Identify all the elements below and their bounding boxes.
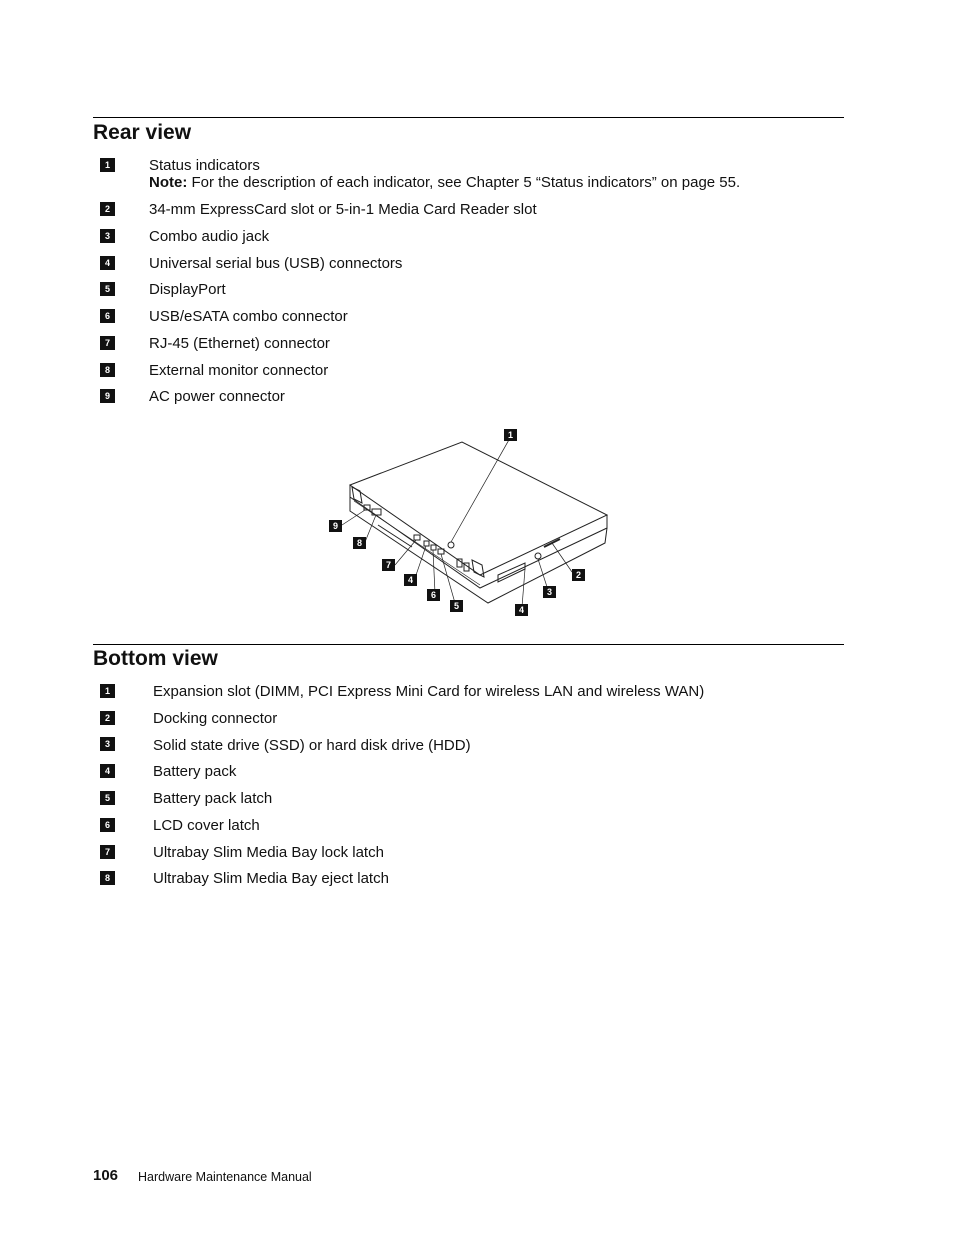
rear-item-badge: 2 <box>100 202 115 216</box>
rear-item-badge: 7 <box>100 336 115 350</box>
rear-item-badge: 4 <box>100 256 115 270</box>
bottom-item-badge: 3 <box>100 737 115 751</box>
rear-item-label: USB/eSATA combo connector <box>149 308 348 325</box>
bottom-item-label: Expansion slot (DIMM, PCI Express Mini Card for wireless LAN and wireless WAN) <box>153 683 705 700</box>
bottom-item-label: Ultrabay Slim Media Bay eject latch <box>153 870 389 887</box>
heading-bottom-view: Bottom view <box>93 647 218 670</box>
note-text: For the description of each indicator, see Chapter 5 “Status indicators” on page 55. <box>187 174 741 191</box>
bottom-item-badge: 7 <box>100 845 115 859</box>
figure-callout: 3 <box>543 586 556 598</box>
rear-item-label: RJ-45 (Ethernet) connector <box>149 335 330 352</box>
figure-callout: 2 <box>572 569 585 581</box>
port-rj45 <box>414 535 420 540</box>
figure-callout: 4 <box>515 604 528 616</box>
rear-item-badge: 9 <box>100 389 115 403</box>
figure-callout: 5 <box>450 600 463 612</box>
leader-line-9 <box>342 510 365 525</box>
bottom-item-badge: 5 <box>100 791 115 805</box>
rear-item-label: Universal serial bus (USB) connectors <box>149 255 403 272</box>
hinge-left <box>352 487 362 503</box>
figure-callout: 1 <box>504 429 517 441</box>
port-audio-jack <box>535 553 541 559</box>
rear-item-note <box>149 174 740 191</box>
rear-item-label: DisplayPort <box>149 281 226 298</box>
bottom-item-badge: 4 <box>100 764 115 778</box>
rear-item-badge: 8 <box>100 363 115 377</box>
rear-item-badge: 3 <box>100 229 115 243</box>
bottom-item-label: Ultrabay Slim Media Bay lock latch <box>153 844 384 861</box>
rear-item-label: 34-mm ExpressCard slot or 5-in-1 Media Card Reader slot <box>149 201 537 218</box>
bottom-item-label: Battery pack <box>153 763 237 780</box>
section-divider-rear <box>93 117 844 118</box>
rear-item-label: Combo audio jack <box>149 228 270 245</box>
laptop-lid-outline <box>350 442 607 575</box>
bottom-item-label: Solid state drive (SSD) or hard disk drive (HDD) <box>153 737 471 754</box>
bottom-item-badge: 6 <box>100 818 115 832</box>
rear-item-badge: 6 <box>100 309 115 323</box>
note-label: Note: <box>149 174 188 191</box>
section-divider-bottom <box>93 644 844 645</box>
rear-item-label: External monitor connector <box>149 362 329 379</box>
figure-callout: 4 <box>404 574 417 586</box>
leader-line-8 <box>365 515 376 542</box>
bottom-item-badge: 8 <box>100 871 115 885</box>
footer-title: Hardware Maintenance Manual <box>138 1170 312 1184</box>
figure-callout: 6 <box>427 589 440 601</box>
rear-item-label: Status indicators <box>149 157 260 174</box>
page-number: 106 <box>93 1167 119 1184</box>
bottom-item-label: Battery pack latch <box>153 790 273 807</box>
bottom-item-label: LCD cover latch <box>153 817 260 834</box>
port-usb-esata <box>431 545 436 550</box>
bottom-item-label: Docking connector <box>153 710 278 727</box>
figure-callout: 8 <box>353 537 366 549</box>
leader-line-1 <box>451 438 510 542</box>
port-usb-1 <box>424 541 429 546</box>
laptop-rear-figure <box>320 425 620 625</box>
heading-rear-view: Rear view <box>93 121 192 144</box>
status-indicator-mark <box>448 542 454 548</box>
bottom-item-badge: 1 <box>100 684 115 698</box>
rear-item-badge: 1 <box>100 158 115 172</box>
leader-line-4-right <box>522 569 525 607</box>
figure-callout: 9 <box>329 520 342 532</box>
figure-callout: 7 <box>382 559 395 571</box>
leader-line-5 <box>441 554 455 603</box>
rear-item-badge: 5 <box>100 282 115 296</box>
port-usb-right <box>498 563 525 582</box>
bottom-item-badge: 2 <box>100 711 115 725</box>
rear-item-label: AC power connector <box>149 388 285 405</box>
leader-line-2 <box>552 543 572 572</box>
